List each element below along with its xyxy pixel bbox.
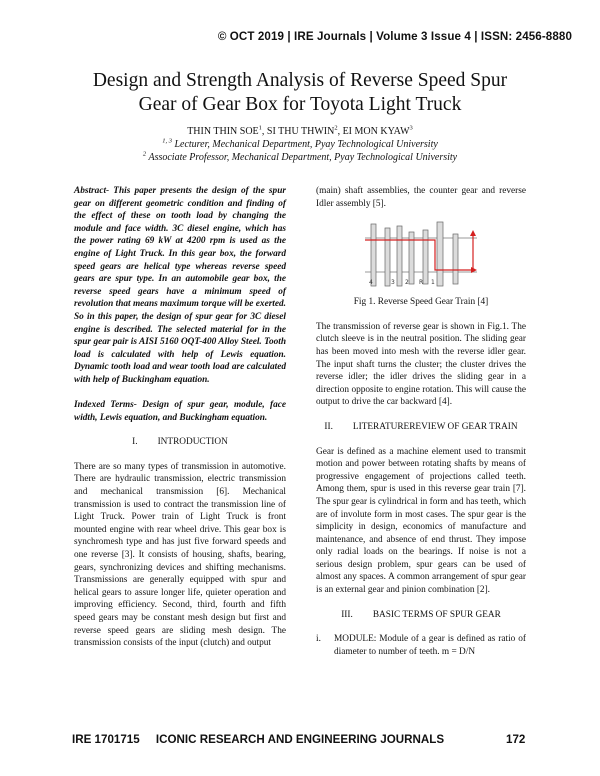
gear-block (437, 222, 443, 286)
section-heading-introduction (74, 436, 286, 449)
gear-label: 1 (431, 279, 435, 287)
footer-id: IRE 1701715 (72, 733, 140, 746)
reverse-gear-train-diagram (361, 220, 481, 290)
author-3: EI MON KYAW (342, 126, 410, 137)
list-item-text: MODULE: Module of a gear is defined as ratio of diameter to number of teeth. m = D/N (334, 634, 526, 657)
gear-label: 4 (369, 279, 373, 287)
title-line-2: Gear of Gear Box for Toyota Light Truck (138, 94, 462, 115)
left-column (74, 185, 286, 650)
affiliation-1-sup: 1, 3 (162, 137, 172, 145)
gear-label: R (419, 279, 424, 287)
gear-block (423, 230, 428, 284)
gear-block (385, 228, 390, 286)
section-title: INTRODUCTION (157, 437, 228, 448)
arrow-head (470, 230, 476, 236)
affiliation-2-sup: 2 (142, 150, 147, 158)
section-heading-literature (316, 421, 526, 434)
page-number: 172 (506, 733, 526, 746)
section-title: LITERATUREREVIEW OF GEAR TRAIN (352, 421, 518, 432)
author-names (40, 125, 560, 138)
list-item-module (316, 633, 526, 658)
author-2: SI THU THWIN (266, 126, 335, 137)
affiliation-1 (40, 138, 560, 151)
section-number: I. (132, 437, 138, 448)
index-terms: Indexed Terms- Design of spur gear, module, face width, Lewis equation, and Buckingham equation. (74, 400, 286, 423)
gear-block (371, 224, 376, 286)
section-number: II. (324, 421, 333, 432)
author-1: THIN THIN SOE (187, 126, 259, 137)
section-number: III. (341, 609, 353, 620)
author-1-sup: 1 (258, 124, 262, 132)
right-column (316, 185, 526, 658)
author-sep: , (337, 126, 343, 137)
author-sep: , (261, 126, 267, 137)
author-block (40, 125, 560, 164)
section-title: BASIC TERMS OF SPUR GEAR (372, 609, 501, 620)
gear-label: 3 (391, 279, 395, 287)
right-top-text: (main) shaft assemblies, the counter gear and reverse Idler assembly [5]. (316, 186, 526, 209)
section-heading-basic-terms (316, 609, 526, 622)
figure-gear-train (316, 220, 526, 309)
author-2-sup: 2 (334, 124, 338, 132)
journal-header: © OCT 2019 | IRE Journals | Volume 3 Issue 4 | ISSN: 2456-8880 (217, 30, 572, 43)
paper-title (60, 69, 540, 117)
abstract: Abstract- This paper presents the design of the spur gear on different geometric condition and finding of the effect of these on tooth load by changing the module and face width. 3C diesel engine, which has the power rating 69 kW at 4200 rpm is used as the engine of Light Truck. In this gear box, the forward speed gears are helical type whereas reverse speed gears are spur type. In an automobile gear box, the reverse speed gears have a minimum speed of revolution that means maximum torque will be exerted. So in this paper, the design of spur gear for 3C diesel engine is described. The selected material for in the spur gear pair is AISI 5160 OQT-400 Alloy Steel. Tooth load is calculated with help of Lewis equation. Dynamic tooth load and wear tooth load are calculated with help of Buckingham equation. (74, 186, 286, 385)
figure-description: The transmission of reverse gear is shown in Fig.1. The clutch sleeve is in the neutral position. The sliding gear has been moved into mesh with the reverse idler gear. The input shaft turns the cluster; the cluster drives the reverse idler; the idler drives the sliding gear in a direction opposite to engine rotation. This will cause the output to drive the car backward [4]. (316, 321, 526, 408)
list-marker: i. (316, 634, 321, 645)
affiliation-2-text: Associate Professor, Mechanical Department, Pyay Technological University (146, 152, 458, 163)
gear-block (453, 234, 458, 284)
introduction-text: There are so many types of transmission in automotive. There are hydraulic transmission, electric transmission and mechanical transmission [6]. Mechanical transmission is used to contract the transmission line of Light Truck. Power train of Light Truck is front mounted engine with rear wheel drive. This gear box is synchromesh type and has just five forward speeds and one reverse [3]. It consists of housing, shafts, bearing, gears, synchronizing devices and shifting mechanisms. Transmissions are generally equipped with spur and helical gears to assure longer life, quieter operation and improving efficiency. Second, third, fourth and fifth speed gears may be constant mesh design but first and reverse speed gears are sliding mesh design. The transmission consists of the input (clutch) and output (74, 461, 286, 649)
gear-label: 2 (405, 279, 409, 287)
title-line-1: Design and Strength Analysis of Reverse Speed Spur (92, 70, 508, 91)
affiliation-1-text: Lecturer, Mechanical Department, Pyay Technological University (171, 139, 438, 150)
affiliation-2 (40, 151, 560, 164)
author-3-sup: 3 (409, 124, 413, 132)
figure-caption: Fig 1. Reverse Speed Gear Train [4] (353, 297, 489, 308)
literature-text: Gear is defined as a machine element used to transmit motion and power between rotating shafts by means of progressive engagement of projections called teeth. Among them, spur is used in this reverse gear train [7]. The spur gear is cylindrical in form and has teeth, which are of involute form in most cases. The spur gear is the simplicity in design, economics of manufacture and maintenance, and absence of end thrust. They impose only radial loads on the bearings. If noise is not a serious design problem, spur gears can be used of almost any spaces. A common arrangement of spur gear is an external gear and pinion combination [2]. (316, 446, 526, 596)
gear-block (397, 226, 402, 286)
footer-journal: ICONIC RESEARCH AND ENGINEERING JOURNALS (155, 733, 445, 746)
